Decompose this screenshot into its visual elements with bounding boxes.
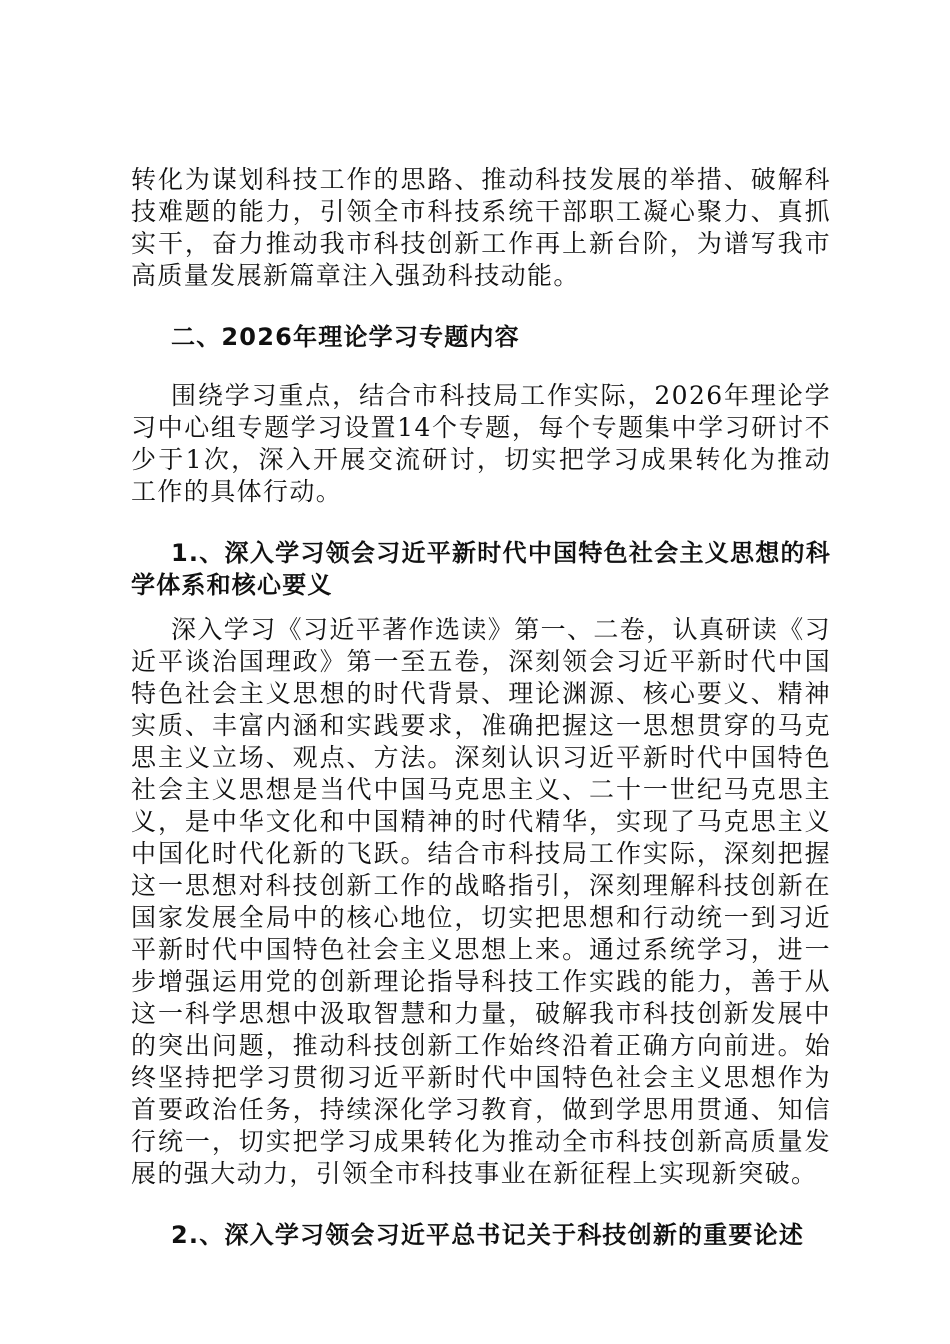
section-heading-2: 二、2026年理论学习专题内容 (171, 323, 520, 351)
topic-heading-1: 1.、深入学习领会习近平新时代中国特色社会主义思想的科学体系和核心要义 (131, 539, 831, 599)
topic-heading-2: 2.、深入学习领会习近平总书记关于科技创新的重要论述 (171, 1221, 805, 1249)
paragraph-intro: 围绕学习重点，结合市科技局工作实际，2026年理论学习中心组专题学习设置14个专题，每个专题集中学习研讨不少于1次，深入开展交流研讨，切实把学习成果转化为推动工作的具体行动。 (131, 381, 831, 506)
paragraph-continuation: 转化为谋划科技工作的思路、推动科技发展的举措、破解科技难题的能力，引领全市科技系统干部职工凝心聚力、真抓实干，奋力推动我市科技创新工作再上新台阶，为谱写我市高质量发展新篇章注入强劲科技动能。 (131, 165, 831, 290)
paragraph-topic-1: 深入学习《习近平著作选读》第一、二卷，认真研读《习近平谈治国理政》第一至五卷，深刻领会习近平新时代中国特色社会主义思想的时代背景、理论渊源、核心要义、精神实质、丰富内涵和实践要求，准确把握这一思想贯穿的马克思主义立场、观点、方法。深刻认识习近平新时代中国特色社会主义思想是当代中国马克思主义、二十一世纪马克思主义，是中华文化和中国精神的时代精华，实现了马克思主义中国化时代化新的飞跃。结合市科技局工作实际，深刻把握这一思想对科技创新工作的战略指引，深刻理解科技创新在国家发展全局中的核心地位，切实把思想和行动统一到习近平新时代中国特色社会主义思想上来。通过系统学习，进一步增强运用党的创新理论指导科技工作实践的能力，善于从这一科学思想中汲取智慧和力量，破解我市科技创新发展中的突出问题，推动科技创新工作始终沿着正确方向前进。始终坚持把学习贯彻习近平新时代中国特色社会主义思想作为首要政治任务，持续深化学习教育，做到学思用贯通、知信行统一，切实把学习成果转化为推动全市科技创新高质量发展的强大动力，引领全市科技事业在新征程上实现新突破。 (131, 615, 832, 1188)
document-page (131, 164, 831, 1251)
